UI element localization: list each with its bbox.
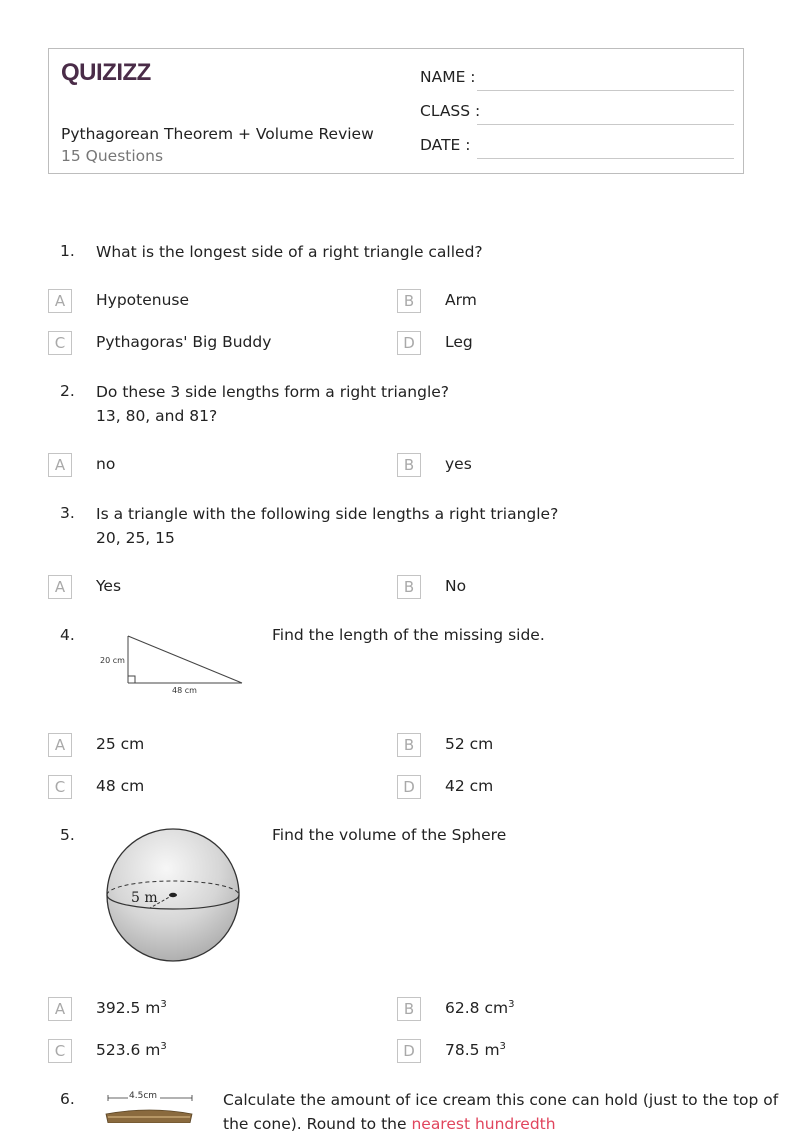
- cone-figure: [100, 1086, 200, 1127]
- option-letter-box[interactable]: D: [397, 775, 421, 799]
- option-value: 392.5 m: [96, 999, 161, 1018]
- question-line: Do these 3 side lengths form a right triangle?: [96, 383, 450, 401]
- cone-width-label: 4.5cm: [129, 1091, 158, 1101]
- option-letter-box[interactable]: B: [397, 575, 421, 599]
- question-text: [96, 240, 483, 264]
- option-value: 78.5 m: [445, 1041, 500, 1060]
- option-text: Leg: [445, 333, 473, 351]
- question-text: [96, 380, 449, 428]
- option-text: Hypotenuse: [96, 291, 190, 309]
- triangle-figure: [96, 618, 246, 702]
- option-text: No: [445, 577, 467, 595]
- class-label: CLASS :: [420, 102, 481, 120]
- option-letter-box[interactable]: B: [397, 733, 421, 757]
- question-number: 3.: [60, 504, 75, 522]
- quizizz-logo: [61, 58, 153, 90]
- option-text: Pythagoras' Big Buddy: [96, 333, 272, 351]
- option-letter-box[interactable]: C: [48, 775, 72, 799]
- date-label: DATE :: [420, 136, 471, 154]
- option-letter-box[interactable]: A: [48, 453, 72, 477]
- option-letter-box[interactable]: A: [48, 289, 72, 313]
- option-value: 62.8 cm: [445, 999, 509, 1018]
- sphere-figure: [104, 826, 244, 970]
- question-text: [96, 502, 558, 550]
- option-text: 42 cm: [445, 777, 494, 795]
- option-exponent: 3: [499, 1041, 506, 1052]
- question-text: [223, 1088, 778, 1136]
- question-number: 2.: [60, 382, 75, 400]
- option-letter-box[interactable]: A: [48, 997, 72, 1021]
- class-field[interactable]: [420, 102, 734, 126]
- svg-text:QUIZIZZ: QUIZIZZ: [61, 59, 151, 86]
- option-text: [96, 999, 167, 1017]
- side-label: 20 cm: [100, 656, 125, 665]
- name-label: NAME :: [420, 68, 476, 86]
- option-letter-box[interactable]: D: [397, 1039, 421, 1063]
- class-line[interactable]: [477, 124, 734, 125]
- option-exponent: 3: [508, 999, 515, 1010]
- option-text: no: [96, 455, 116, 473]
- option-value: 523.6 m: [96, 1041, 161, 1060]
- option-letter-box[interactable]: A: [48, 575, 72, 599]
- option-letter-box[interactable]: C: [48, 1039, 72, 1063]
- option-text: 48 cm: [96, 777, 145, 795]
- date-field[interactable]: [420, 136, 734, 160]
- question-count: 15 Questions: [61, 147, 164, 165]
- option-text: [96, 1041, 167, 1059]
- base-label: 48 cm: [172, 686, 197, 695]
- date-line[interactable]: [477, 158, 734, 159]
- question-line: What is the longest side of a right triangle called?: [96, 243, 483, 261]
- question-line: Is a triangle with the following side lengths a right triangle?: [96, 505, 559, 523]
- option-letter-box[interactable]: B: [397, 289, 421, 313]
- question-text: Find the volume of the Sphere: [272, 826, 507, 844]
- worksheet-header: [48, 48, 744, 174]
- radius-label: 5 m: [131, 890, 158, 906]
- option-text: Yes: [96, 577, 122, 595]
- question-line: Calculate the amount of ice cream this cone can hold (just to the top of: [223, 1091, 779, 1109]
- question-number: 1.: [60, 242, 75, 260]
- worksheet-title: Pythagorean Theorem + Volume Review: [61, 125, 374, 143]
- option-letter-box[interactable]: B: [397, 453, 421, 477]
- question-number: 6.: [60, 1090, 75, 1108]
- question-line: 13, 80, and 81?: [96, 407, 218, 425]
- question-number: 5.: [60, 826, 75, 844]
- question-line: 20, 25, 15: [96, 529, 175, 547]
- option-text: Arm: [445, 291, 477, 309]
- name-field[interactable]: [420, 68, 734, 92]
- option-exponent: 3: [160, 999, 167, 1010]
- nearest-hundredth-link[interactable]: nearest hundredth: [411, 1115, 556, 1133]
- option-letter-box[interactable]: C: [48, 331, 72, 355]
- option-exponent: 3: [160, 1041, 167, 1052]
- option-letter-box[interactable]: B: [397, 997, 421, 1021]
- option-text: [445, 1041, 506, 1059]
- option-letter-box[interactable]: D: [397, 331, 421, 355]
- question-number: 4.: [60, 626, 75, 644]
- option-text: yes: [445, 455, 472, 473]
- name-line[interactable]: [477, 90, 734, 91]
- question-line: [223, 1112, 778, 1136]
- option-letter-box[interactable]: A: [48, 733, 72, 757]
- option-text: [445, 999, 514, 1017]
- option-text: 52 cm: [445, 735, 494, 753]
- option-text: 25 cm: [96, 735, 145, 753]
- question-text: Find the length of the missing side.: [272, 626, 545, 644]
- question-line-prefix: the cone). Round to the: [223, 1115, 412, 1133]
